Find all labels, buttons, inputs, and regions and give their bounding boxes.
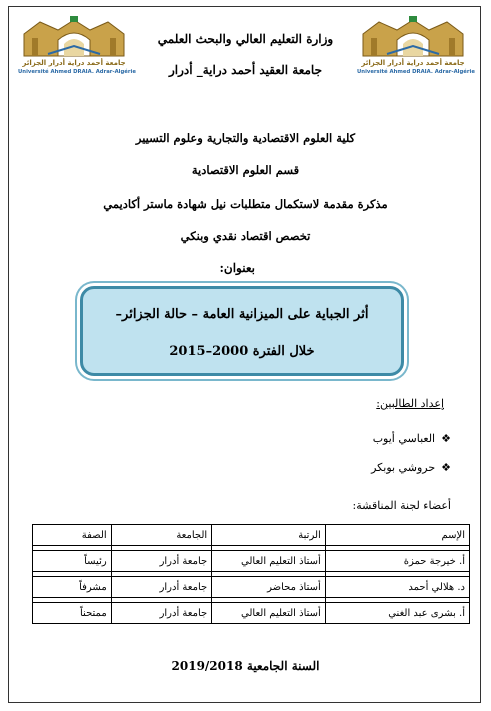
member-rank: أستاذ محاضر	[212, 577, 326, 598]
table-header-row	[33, 525, 470, 546]
member-role: ممتحناً	[33, 603, 112, 624]
ministry-name: وزارة التعليم العالي والبحث العلمي	[157, 32, 334, 46]
thesis-title-line1: أثر الجباية على الميزانية العامة – حالة الجزائر–	[115, 307, 369, 322]
committee-label: أعضاء لجنة المناقشة:	[352, 499, 451, 512]
member-name: أ. خيرجة حمزة	[325, 551, 469, 572]
student-item	[371, 461, 451, 474]
table-header-role: الصفة	[33, 525, 112, 546]
diamond-bullet-icon: ❖	[441, 432, 451, 445]
specialty-name: تخصص اقتصاد نقدي وبنكي	[180, 229, 311, 243]
logo-caption-french: Université Ahmed DRAIA. Adrar-Algérie	[357, 69, 475, 75]
department-name: قسم العلوم الاقتصادية	[191, 163, 300, 177]
member-rank: أستاذ التعليم العالي	[212, 603, 326, 624]
table-header-rank: الرتبة	[212, 525, 326, 546]
title-label: بعنوان:	[219, 261, 255, 275]
member-name: أ. بشرى عبد الغني	[325, 603, 469, 624]
member-role: رئيساً	[33, 551, 112, 572]
table-header-name: الإسم	[325, 525, 469, 546]
thesis-title-line2: خلال الفترة 2000–2015	[169, 344, 315, 359]
diamond-bullet-icon: ❖	[441, 461, 451, 474]
faculty-name: كلية العلوم الاقتصادية والتجارية وعلوم التسيير	[135, 131, 356, 145]
memo-description: مذكرة مقدمة لاستكمال متطلبات نيل شهادة ماستر أكاديمي	[103, 197, 388, 211]
prepared-by-label: إعداد الطالبين:	[376, 397, 444, 410]
table-header-university: الجامعة	[111, 525, 212, 546]
university-name: جامعة العقيد أحمد دراية_ أدرار	[168, 63, 323, 77]
member-university: جامعة أدرار	[111, 577, 212, 598]
student-item	[373, 432, 451, 445]
member-university: جامعة أدرار	[111, 603, 212, 624]
table-row	[33, 551, 470, 572]
member-rank: أستاذ التعليم العالي	[212, 551, 326, 572]
thesis-title-box	[80, 286, 404, 376]
member-university: جامعة أدرار	[111, 551, 212, 572]
student-name: العباسي أيوب	[372, 432, 436, 445]
member-name: د. هلالي أحمد	[325, 577, 469, 598]
member-role: مشرفاً	[33, 577, 112, 598]
logo-caption-arabic: جامعة أحمد دراية أدرار الجزائر	[22, 59, 126, 67]
academic-year: السنة الجامعية 2019/2018	[171, 659, 320, 673]
table-row	[33, 577, 470, 598]
logo-caption-arabic: جامعة أحمد دراية أدرار الجزائر	[361, 59, 465, 67]
table-row	[33, 603, 470, 624]
committee-table	[32, 524, 470, 624]
student-name: حروشي بوبكر	[371, 461, 436, 474]
logo-caption-french: Université Ahmed DRAIA. Adrar-Algérie	[18, 69, 136, 75]
